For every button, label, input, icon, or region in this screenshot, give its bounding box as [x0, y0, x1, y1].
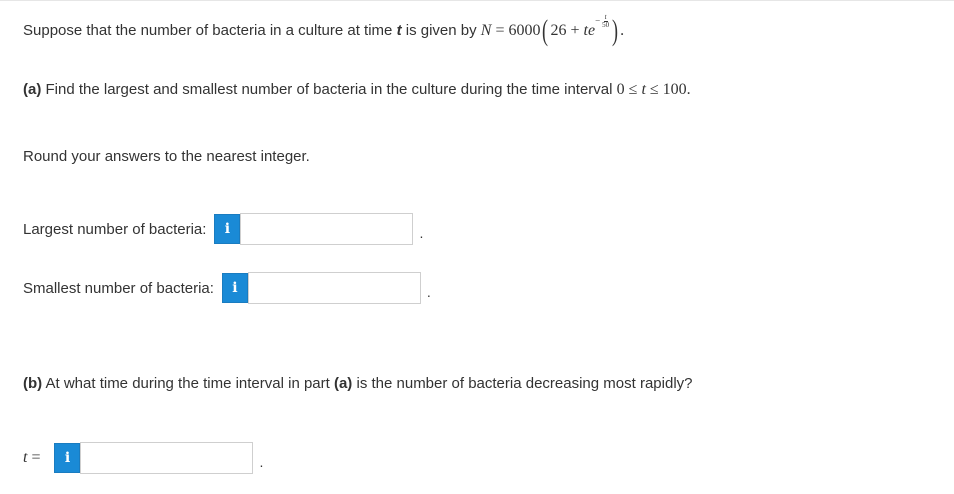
largest-answer-row — [23, 213, 423, 245]
part-b-label: (b) — [23, 375, 43, 392]
smallest-answer-row — [23, 272, 431, 304]
part-b-text-end: is the number of bacteria decreasing most rapidly? — [356, 375, 693, 392]
time-answer-row — [23, 442, 263, 474]
left-paren: ( — [542, 14, 549, 47]
exponent: − $\frac{t}{50}$ — [595, 13, 610, 30]
exponent-fraction: $\frac{t}{50}$ — [602, 13, 610, 30]
info-icon[interactable]: i — [54, 443, 80, 473]
right-paren: ) — [612, 14, 619, 47]
largest-suffix: . — [419, 225, 424, 241]
formula: N = 6000( 26 + te− $\frac{t}{50}$ ) . — [480, 13, 625, 47]
time-suffix: . — [259, 454, 264, 470]
info-icon[interactable]: i — [222, 273, 248, 303]
time-label: t = — [23, 449, 41, 466]
part-a-text: Find the largest and smallest number of bacteria in the culture during the time interval — [45, 81, 613, 98]
part-a-label: (a) — [23, 81, 42, 98]
part-b-question — [23, 375, 693, 392]
smallest-suffix: . — [426, 284, 431, 300]
smallest-input[interactable] — [248, 272, 421, 304]
problem-intro: Suppose that the number of bacteria in a culture at time — [23, 22, 393, 39]
part-b-ref: (a) — [333, 375, 353, 392]
part-a-question — [23, 81, 691, 99]
interval: 0 ≤ t ≤ 100. — [616, 81, 691, 98]
round-note: Round your answers to the nearest integer. — [23, 148, 310, 165]
problem-time-var: t — [396, 22, 402, 39]
smallest-label: Smallest number of bacteria: — [23, 279, 214, 297]
time-input[interactable] — [80, 442, 253, 474]
problem-statement — [23, 13, 625, 47]
largest-input[interactable] — [240, 213, 413, 245]
top-divider — [0, 0, 954, 1]
part-b-text: At what time during the time interval in part — [45, 375, 330, 392]
largest-label: Largest number of bacteria: — [23, 220, 207, 238]
problem-intro-mid: is given by — [405, 22, 477, 39]
info-icon[interactable]: i — [214, 214, 240, 244]
